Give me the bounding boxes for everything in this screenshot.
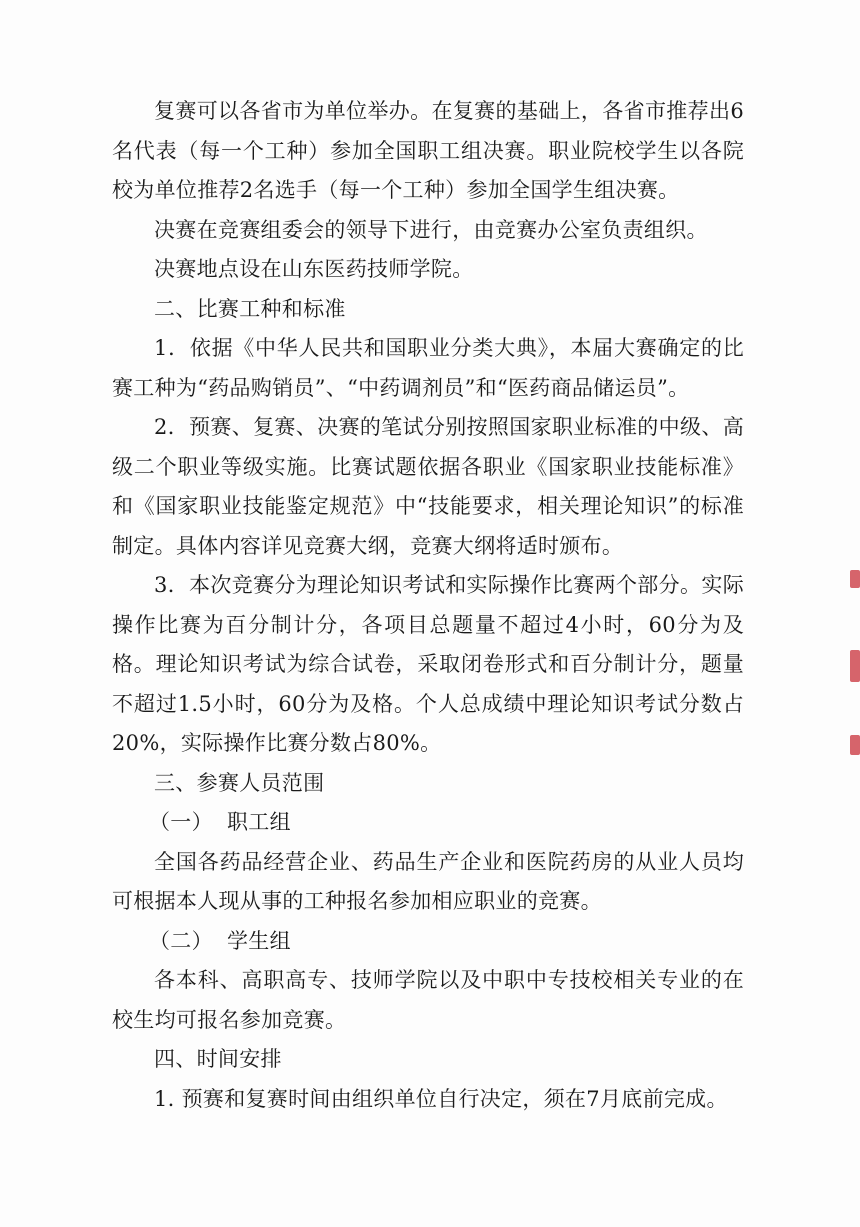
- seal-edge-mark: [850, 570, 860, 588]
- subheading-employee-group: [112, 803, 744, 843]
- subheading-label: 职工组: [227, 810, 291, 834]
- seal-edge-mark: [850, 735, 860, 755]
- section-heading-trades-standards: 二、比赛工种和标准: [154, 296, 346, 321]
- paragraph-final-leadership: 决赛在竞赛组委会的领导下进行，由竞赛办公室负责组织。: [154, 217, 708, 242]
- seal-edge-mark: [850, 650, 860, 682]
- document-body: [112, 92, 744, 1119]
- paragraph-standards: 2．预赛、复赛、决赛的笔试分别按照国家职业标准的中级、高级二个职业等级实施。比赛试题依据各职业《国家职业技能标准》和《国家职业技能鉴定规范》中“技能要求，相关理论知识”的标准制定。具体内容详见竞赛大纲，竞赛大纲将适时颁布。: [112, 415, 744, 558]
- subheading-number: （二）: [149, 928, 213, 953]
- subheading-label: 学生组: [227, 928, 291, 953]
- subheading-number: （一）: [149, 810, 213, 834]
- paragraph-trades: 1．依据《中华人民共和国职业分类大典》，本届大赛确定的比赛工种为“药品购销员”、“中药调剂员”和“医药商品储运员”。: [112, 336, 744, 400]
- paragraph-semifinal-organization: 复赛可以各省市为单位举办。在复赛的基础上，各省市推荐出6名代表（每一个工种）参加全国职工组决赛。职业院校学生以各院校为单位推荐2名选手（每一个工种）参加全国学生组决赛。: [112, 99, 744, 202]
- subheading-student-group: [112, 922, 744, 962]
- paragraph-schedule-deadline: 1. 预赛和复赛时间由组织单位自行决定，须在7月底前完成。: [154, 1086, 728, 1111]
- section-heading-schedule: 四、时间安排: [154, 1047, 282, 1071]
- paragraph-final-venue: 决赛地点设在山东医药技师学院。: [154, 257, 474, 281]
- section-heading-participants: 三、参赛人员范围: [154, 770, 325, 795]
- paragraph-employee-group: 全国各药品经营企业、药品生产企业和医院药房的从业人员均可根据本人现从事的工种报名参加相应职业的竞赛。: [112, 849, 744, 913]
- paragraph-student-group: 各本科、高职高专、技师学院以及中职中专技校相关专业的在校生均可报名参加竞赛。: [112, 968, 744, 1032]
- paragraph-scoring: 3．本次竞赛分为理论知识考试和实际操作比赛两个部分。实际操作比赛为百分制计分，各项目总题量不超过4小时，60分为及格。理论知识考试为综合试卷，采取闭卷形式和百分制计分，题量不超过1.5小时，60分为及格。个人总成绩中理论知识考试分数占20%，实际操作比赛分数占80%。: [112, 573, 744, 755]
